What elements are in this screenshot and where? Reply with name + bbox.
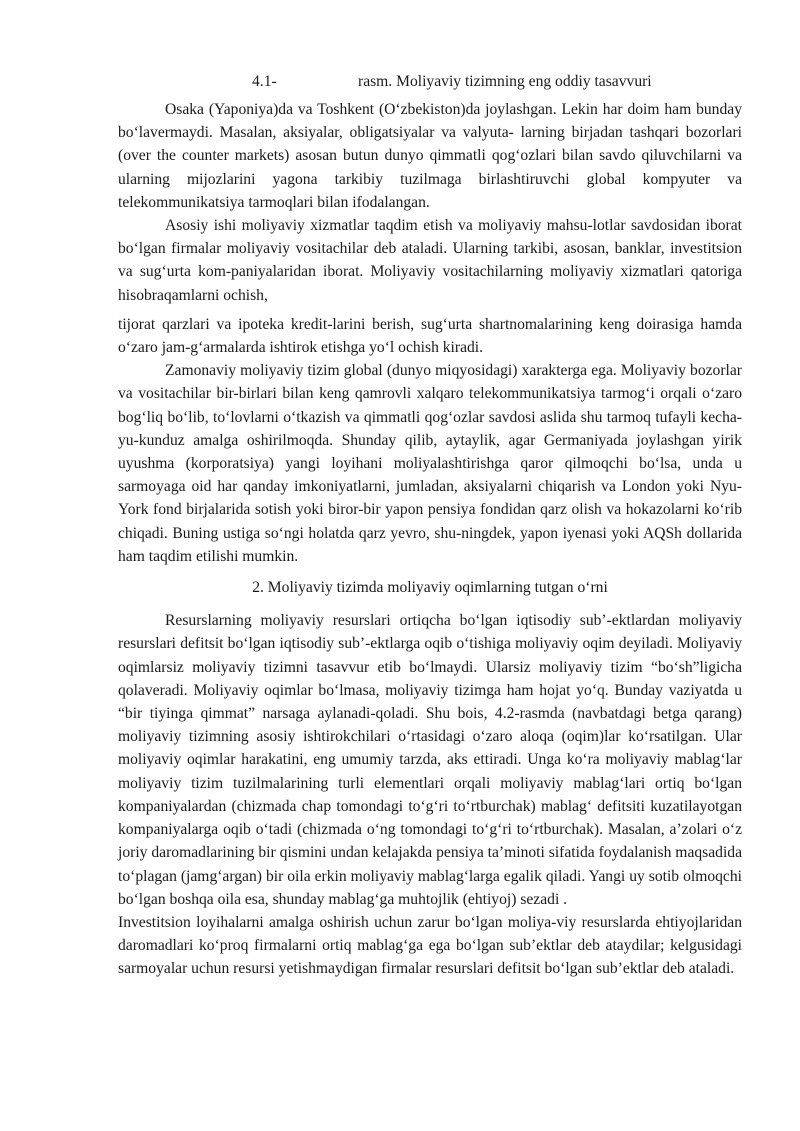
section-heading: 2. Moliyaviy tizimda moliyaviy oqimlarning tutgan o‘rni: [252, 579, 608, 597]
paragraph-global-system: Zamonaviy moliyaviy tizim global (dunyo miqyosidagi) xarakterga ega. Moliyaviy bozorlar va vositachilar bir-birlari bilan keng qamrovli xalqaro telekommunikatsiya tarmog‘i orqali o‘zaro bog‘liq bo‘lib, to‘lovlarni o‘tkazish va qimmatli qog‘ozlar savdosi aslida shu tarmoq tufayli kecha-yu-kunduz amalga oshirilmoqda. Shunday qilib, aytaylik, agar Germaniyada joylashgan yirik uyushma (korporatsiya) yangi loyihani moliyalashtirishga qaror qilmoqchi bo‘lsa, unda u sarmoyaga oid har qanday imkoniyatlarni, jumladan, aksiyalarni chiqarish va London yoki Nyu-York fond birjalarida sotish yoki biror-bir yapon pensiya fondidan qarz olish va hokazolarni ko‘rib chiqadi. Buning ustiga so‘ngi holatda qarz yevro, shu-ningdek, yapon iyenasi yoki AQSh dollarida ham taqdim etilishi mumkin.: [118, 362, 742, 565]
paragraph-intermediaries: Asosiy ishi moliyaviy xizmatlar taqdim etish va moliyaviy mahsu-lotlar savdosidan iborat bo‘lgan firmalar moliyaviy vositachilar deb ataladi. Ularning tarkibi, asosan, banklar, investitsion va sug‘urta kom-paniyalaridan iborat. Moliyaviy vositachilarning moliyaviy xizmatlari qatoriga hisobraqamlarni ochish,: [118, 217, 742, 304]
paragraph-investment: Investitsion loyihalarni amalga oshirish uchun zarur bo‘lgan moliya-viy resurslarda ehtiyojlaridan daromadlari ko‘proq firmalarni ortiq mablag‘ga ega bo‘lgan sub’ektlar deb ataydilar; kelgusidagi sarmoyalar uchun resursi yetishmaydigan firmalar resurslari defitsit bo‘lgan sub’ektlar deb ataladi.: [118, 913, 742, 978]
document-page: [118, 70, 742, 981]
paragraph-continued: tijorat qarzlari va ipoteka kredit-larini berish, sug‘urta shartnomalarining keng doirasiga hamda o‘zaro jam-g‘armalarda ishtirok etishga yo‘l ochish kiradi.: [118, 315, 742, 357]
figure-caption: [118, 70, 742, 94]
figure-number: 4.1-: [252, 73, 277, 90]
paragraph-osaka: Osaka (Yaponiya)da va Toshkent (O‘zbekiston)da joylashgan. Lekin har doim ham bunday bo‘lavermaydi. Masalan, aksiyalar, obligatsiyalar va valyuta- larning birjadan tashqari bozorlari (over the counter markets) asosan butun dunyo qimmatli qog‘ozlari bilan savdo qiluvchilarni va ularning mijozlarini yagona tarkibiy tuzilmaga birlashtiruvchi global kompyuter va telekommunikatsiya tarmoqlari bilan ifodalangan.: [118, 101, 742, 211]
paragraph-financial-flows: Resurslarning moliyaviy resurslari ortiqcha bo‘lgan iqtisodiy sub’-ektlardan moliyaviy resurslari defitsit bo‘lgan iqtisodiy sub’-ektlarga oqib o‘tishiga moliyaviy oqim deyiladi. Moliyaviy oqimlarsiz moliyaviy tizimni tasavvur etib bo‘lmaydi. Ularsiz moliyaviy tizim “bo‘sh”ligicha qolaveradi. Moliyaviy oqimlar bo‘lmasa, moliyaviy tizimga ham hojat yo‘q. Bunday vaziyatda u “bir tiyinga qimmat” narsaga aylanadi-qoladi. Shu bois, 4.2-rasmda (navbatdagi betga qarang) moliyaviy tizimning asosiy ishtirokchilari o‘rtasidagi o‘zaro aloqa (oqim)lar ko‘rsatilgan. Ular moliyaviy oqimlar harakatini, eng umumiy tarzda, aks ettiradi. Unga ko‘ra moliyaviy mablag‘lar moliyaviy tizim tuzilmalarining turli elementlari orqali moliyaviy mablag‘lari ortiq bo‘lgan kompaniyalardan (chizmada chap tomondagi to‘g‘ri to‘rtburchak) mablag‘ defitsiti kuzatilayotgan kompaniyalarga oqib o‘tadi (chizmada o‘ng tomondagi to‘g‘ri to‘rtburchak). Masalan, a’zolari o‘z joriy daromadlarining bir qismini undan kelajakda pensiya ta’minoti sifatida foydalanish maqsadida to‘plagan (jamg‘argan) bir oila erkin moliyaviy mablag‘larga egalik qiladi. Yangi uy sotib olmoqchi bo‘lgan boshqa oila esa, shunday mablag‘ga muhtojlik (ehtiyoj) sezadi .: [118, 612, 742, 908]
figure-title: rasm. Moliyaviy tizimning eng oddiy tasavvuri: [358, 73, 652, 90]
